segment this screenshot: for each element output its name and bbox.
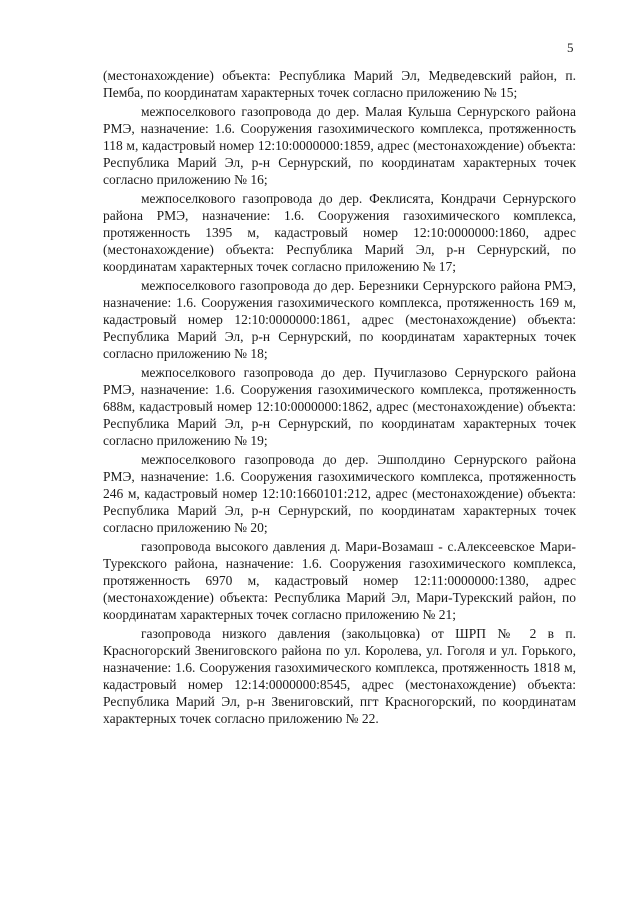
paragraph-item-21: газопровода высокого давления д. Мари-Возамаш - с.Алексеевское Мари-Турекского района, назначение: 1.6. Сооружения газохимического комплекса, протяженность 6970 м, кадастровый номер 12:11:0000000:1380, адрес (местонахождение) объекта: Республика Марий Эл, Мари-Турекский район, по координатам характерных точек согласно приложению № 21; — [103, 539, 576, 622]
paragraph-item-18: межпоселкового газопровода до дер. Березники Сернурского района РМЭ, назначение: 1.6. Сооружения газохимического комплекса, протяженность 169 м, кадастровый номер 12:10:0000000:1861, адрес (местонахождение) объекта: Республика Марий Эл, р-н Сернурский, по координатам характерных точек согласно приложению № 18; — [103, 278, 576, 361]
page-number: 5 — [567, 40, 574, 55]
paragraph-continuation: (местонахождение) объекта: Республика Марий Эл, Медведевский район, п. Пемба, по координатам характерных точек согласно приложению № 15; — [103, 68, 576, 100]
paragraph-item-22: газопровода низкого давления (закольцовка) от ШРП № 2 в п. Красногорский Звениговского района по ул. Королева, ул. Гоголя и ул. Горького, назначение: 1.6. Сооружения газохимического комплекса, протяженность 1818 м, кадастровый номер 12:14:0000000:8545, адрес (местонахождение) объекта: Республика Марий Эл, р-н Звениговский, пгт Красногорский, по координатам характерных точек согласно приложению № 22. — [103, 626, 576, 726]
document-body — [103, 67, 576, 729]
paragraph-item-17: межпоселкового газопровода до дер. Феклисята, Кондрачи Сернурского района РМЭ, назначение: 1.6. Сооружения газохимического комплекса, протяженность 1395 м, кадастровый номер 12:10:0000000:1860, адрес (местонахождение) объекта: Республика Марий Эл, р-н Сернурский, по координатам характерных точек согласно приложению № 17; — [103, 191, 576, 274]
paragraph-item-16: межпоселкового газопровода до дер. Малая Кульша Сернурского района РМЭ, назначение: 1.6. Сооружения газохимического комплекса, протяженность 118 м, кадастровый номер 12:10:0000000:1859, адрес (местонахождение) объекта: Республика Марий Эл, р-н Сернурский, по координатам характерных точек согласно приложению № 16; — [103, 104, 576, 187]
paragraph-item-20: межпоселкового газопровода до дер. Эшполдино Сернурского района РМЭ, назначение: 1.6. Сооружения газохимического комплекса, протяженность 246 м, кадастровый номер 12:10:1660101:212, адрес (местонахождение) объекта: Республика Марий Эл, р-н Сернурский, по координатам характерных точек согласно приложению № 20; — [103, 452, 576, 535]
paragraph-item-19: межпоселкового газопровода до дер. Пучиглазово Сернурского района РМЭ, назначение: 1.6. Сооружения газохимического комплекса, протяженность 688м, кадастровый номер 12:10:0000000:1862, адрес (местонахождение) объекта: Республика Марий Эл, р-н Сернурский, по координатам характерных точек согласно приложению № 19; — [103, 365, 576, 448]
